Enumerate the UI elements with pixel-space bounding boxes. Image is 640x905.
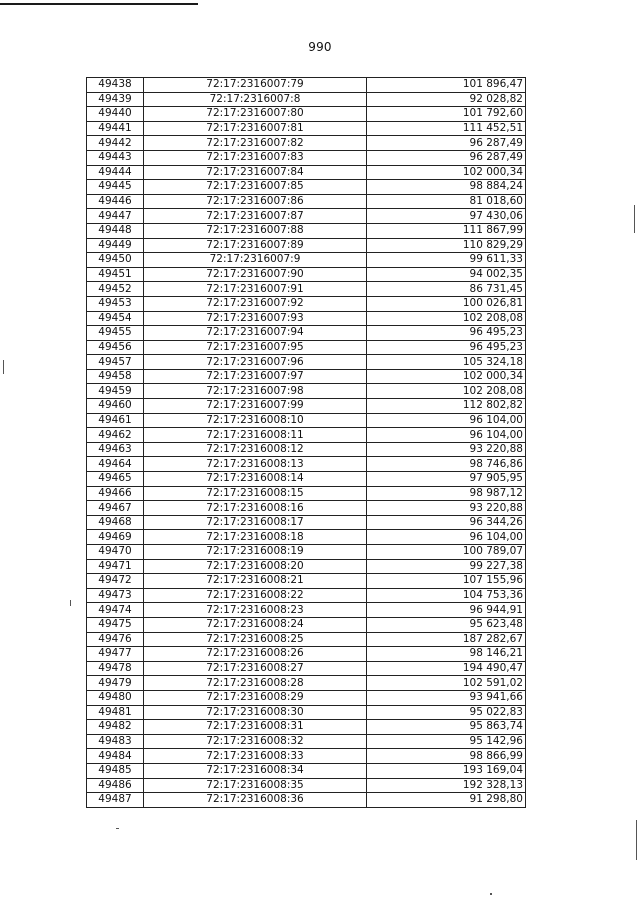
record-number-cell: 49462 <box>87 428 144 443</box>
scan-speck <box>490 893 492 895</box>
cadastral-number-cell: 72:17:2316007:89 <box>144 238 367 253</box>
cadastral-value-cell: 96 104,00 <box>367 530 526 545</box>
record-number-cell: 49464 <box>87 457 144 472</box>
table-row <box>87 311 526 326</box>
cadastral-number-cell: 72:17:2316008:29 <box>144 690 367 705</box>
page-number: 990 <box>308 40 332 54</box>
record-number-cell: 49447 <box>87 209 144 224</box>
record-number-cell: 49455 <box>87 326 144 341</box>
record-number-cell: 49457 <box>87 355 144 370</box>
record-number-cell: 49443 <box>87 150 144 165</box>
cadastral-value-cell: 101 792,60 <box>367 107 526 122</box>
cadastral-number-cell: 72:17:2316007:99 <box>144 399 367 414</box>
table-row <box>87 574 526 589</box>
table-row <box>87 136 526 151</box>
table-row <box>87 559 526 574</box>
table-row <box>87 793 526 808</box>
cadastral-number-cell: 72:17:2316007:79 <box>144 78 367 93</box>
cadastral-value-cell: 100 026,81 <box>367 296 526 311</box>
table-row <box>87 107 526 122</box>
table-row <box>87 209 526 224</box>
table-row <box>87 617 526 632</box>
table-row <box>87 78 526 93</box>
table-row <box>87 486 526 501</box>
table-row <box>87 749 526 764</box>
table-row <box>87 282 526 297</box>
cadastral-number-cell: 72:17:2316007:96 <box>144 355 367 370</box>
table-row <box>87 92 526 107</box>
cadastral-number-cell: 72:17:2316008:13 <box>144 457 367 472</box>
cadastral-value-cell: 95 863,74 <box>367 720 526 735</box>
record-number-cell: 49475 <box>87 617 144 632</box>
cadastral-value-cell: 102 208,08 <box>367 384 526 399</box>
table-row <box>87 720 526 735</box>
cadastral-number-cell: 72:17:2316007:86 <box>144 194 367 209</box>
record-number-cell: 49481 <box>87 705 144 720</box>
record-number-cell: 49439 <box>87 92 144 107</box>
scan-speck <box>3 360 4 374</box>
table-row <box>87 326 526 341</box>
record-number-cell: 49482 <box>87 720 144 735</box>
cadastral-number-cell: 72:17:2316008:33 <box>144 749 367 764</box>
table-row <box>87 355 526 370</box>
table-row <box>87 778 526 793</box>
cadastral-value-cell: 111 452,51 <box>367 121 526 136</box>
cadastral-number-cell: 72:17:2316008:19 <box>144 545 367 560</box>
cadastral-value-cell: 96 495,23 <box>367 340 526 355</box>
table-row <box>87 253 526 268</box>
table-row <box>87 472 526 487</box>
cadastral-value-cell: 98 146,21 <box>367 647 526 662</box>
cadastral-number-cell: 72:17:2316008:16 <box>144 501 367 516</box>
table-row <box>87 515 526 530</box>
cadastral-number-cell: 72:17:2316008:35 <box>144 778 367 793</box>
cadastral-number-cell: 72:17:2316008:30 <box>144 705 367 720</box>
table-row <box>87 763 526 778</box>
cadastral-number-cell: 72:17:2316007:92 <box>144 296 367 311</box>
cadastral-number-cell: 72:17:2316007:91 <box>144 282 367 297</box>
cadastral-number-cell: 72:17:2316008:17 <box>144 515 367 530</box>
cadastral-value-cell: 187 282,67 <box>367 632 526 647</box>
record-number-cell: 49445 <box>87 180 144 195</box>
cadastral-value-cell: 96 944,91 <box>367 603 526 618</box>
cadastral-number-cell: 72:17:2316008:32 <box>144 734 367 749</box>
table-row <box>87 545 526 560</box>
record-number-cell: 49441 <box>87 121 144 136</box>
table-row <box>87 676 526 691</box>
record-number-cell: 49461 <box>87 413 144 428</box>
record-number-cell: 49438 <box>87 78 144 93</box>
cadastral-number-cell: 72:17:2316008:10 <box>144 413 367 428</box>
table-row <box>87 428 526 443</box>
cadastral-number-cell: 72:17:2316008:28 <box>144 676 367 691</box>
cadastral-number-cell: 72:17:2316008:18 <box>144 530 367 545</box>
cadastral-number-cell: 72:17:2316007:94 <box>144 326 367 341</box>
record-number-cell: 49484 <box>87 749 144 764</box>
cadastral-number-cell: 72:17:2316007:82 <box>144 136 367 151</box>
cadastral-number-cell: 72:17:2316008:14 <box>144 472 367 487</box>
cadastral-value-cell: 95 142,96 <box>367 734 526 749</box>
cadastral-value-cell: 93 220,88 <box>367 442 526 457</box>
record-number-cell: 49448 <box>87 223 144 238</box>
table-row <box>87 267 526 282</box>
scan-speck <box>70 600 71 606</box>
cadastral-value-cell: 95 022,83 <box>367 705 526 720</box>
record-number-cell: 49480 <box>87 690 144 705</box>
record-number-cell: 49468 <box>87 515 144 530</box>
cadastral-value-cell: 81 018,60 <box>367 194 526 209</box>
cadastral-number-cell: 72:17:2316007:95 <box>144 340 367 355</box>
table-row <box>87 705 526 720</box>
cadastral-number-cell: 72:17:2316008:24 <box>144 617 367 632</box>
cadastral-value-cell: 102 208,08 <box>367 311 526 326</box>
table-row <box>87 384 526 399</box>
table-row <box>87 632 526 647</box>
cadastral-number-cell: 72:17:2316007:83 <box>144 150 367 165</box>
record-number-cell: 49486 <box>87 778 144 793</box>
record-number-cell: 49460 <box>87 399 144 414</box>
record-number-cell: 49449 <box>87 238 144 253</box>
header-rule <box>0 3 198 5</box>
table-row <box>87 223 526 238</box>
cadastral-value-cell: 86 731,45 <box>367 282 526 297</box>
cadastral-number-cell: 72:17:2316008:22 <box>144 588 367 603</box>
record-number-cell: 49485 <box>87 763 144 778</box>
table-row <box>87 180 526 195</box>
record-number-cell: 49487 <box>87 793 144 808</box>
cadastral-value-cell: 95 623,48 <box>367 617 526 632</box>
cadastral-number-cell: 72:17:2316008:25 <box>144 632 367 647</box>
cadastral-value-cell: 192 328,13 <box>367 778 526 793</box>
table-row <box>87 530 526 545</box>
cadastral-value-cell: 97 430,06 <box>367 209 526 224</box>
cadastral-value-table <box>86 77 526 808</box>
record-number-cell: 49458 <box>87 369 144 384</box>
cadastral-value-cell: 94 002,35 <box>367 267 526 282</box>
cadastral-value-cell: 98 987,12 <box>367 486 526 501</box>
cadastral-value-cell: 193 169,04 <box>367 763 526 778</box>
record-number-cell: 49466 <box>87 486 144 501</box>
cadastral-number-cell: 72:17:2316007:88 <box>144 223 367 238</box>
cadastral-number-cell: 72:17:2316008:20 <box>144 559 367 574</box>
table-row <box>87 194 526 209</box>
cadastral-number-cell: 72:17:2316007:85 <box>144 180 367 195</box>
cadastral-value-cell: 112 802,82 <box>367 399 526 414</box>
cadastral-number-cell: 72:17:2316008:23 <box>144 603 367 618</box>
record-number-cell: 49478 <box>87 661 144 676</box>
record-number-cell: 49465 <box>87 472 144 487</box>
cadastral-value-cell: 96 495,23 <box>367 326 526 341</box>
cadastral-number-cell: 72:17:2316008:11 <box>144 428 367 443</box>
scan-speck <box>634 205 635 233</box>
table-row <box>87 457 526 472</box>
cadastral-number-cell: 72:17:2316007:97 <box>144 369 367 384</box>
cadastral-number-cell: 72:17:2316007:9 <box>144 253 367 268</box>
table-row <box>87 661 526 676</box>
cadastral-value-cell: 105 324,18 <box>367 355 526 370</box>
cadastral-number-cell: 72:17:2316007:84 <box>144 165 367 180</box>
record-number-cell: 49476 <box>87 632 144 647</box>
table-row <box>87 734 526 749</box>
record-number-cell: 49467 <box>87 501 144 516</box>
table-row <box>87 340 526 355</box>
record-number-cell: 49469 <box>87 530 144 545</box>
table-row <box>87 296 526 311</box>
record-number-cell: 49442 <box>87 136 144 151</box>
record-number-cell: 49444 <box>87 165 144 180</box>
record-number-cell: 49456 <box>87 340 144 355</box>
cadastral-value-cell: 102 591,02 <box>367 676 526 691</box>
record-number-cell: 49472 <box>87 574 144 589</box>
record-number-cell: 49450 <box>87 253 144 268</box>
table-row <box>87 413 526 428</box>
cadastral-value-cell: 98 866,99 <box>367 749 526 764</box>
record-number-cell: 49474 <box>87 603 144 618</box>
record-number-cell: 49479 <box>87 676 144 691</box>
cadastral-number-cell: 72:17:2316007:81 <box>144 121 367 136</box>
record-number-cell: 49440 <box>87 107 144 122</box>
cadastral-number-cell: 72:17:2316007:80 <box>144 107 367 122</box>
cadastral-value-cell: 102 000,34 <box>367 369 526 384</box>
table-row <box>87 165 526 180</box>
record-number-cell: 49452 <box>87 282 144 297</box>
record-number-cell: 49470 <box>87 545 144 560</box>
cadastral-number-cell: 72:17:2316008:26 <box>144 647 367 662</box>
cadastral-value-cell: 97 905,95 <box>367 472 526 487</box>
record-number-cell: 49446 <box>87 194 144 209</box>
cadastral-value-cell: 100 789,07 <box>367 545 526 560</box>
table-row <box>87 690 526 705</box>
cadastral-value-cell: 96 344,26 <box>367 515 526 530</box>
cadastral-number-cell: 72:17:2316007:98 <box>144 384 367 399</box>
cadastral-number-cell: 72:17:2316007:8 <box>144 92 367 107</box>
cadastral-value-cell: 96 104,00 <box>367 428 526 443</box>
record-number-cell: 49459 <box>87 384 144 399</box>
table-row <box>87 121 526 136</box>
cadastral-number-cell: 72:17:2316008:36 <box>144 793 367 808</box>
record-number-cell: 49463 <box>87 442 144 457</box>
record-number-cell: 49471 <box>87 559 144 574</box>
table-row <box>87 238 526 253</box>
scan-speck <box>116 828 119 829</box>
table-row <box>87 442 526 457</box>
table-row <box>87 369 526 384</box>
cadastral-value-cell: 104 753,36 <box>367 588 526 603</box>
cadastral-number-cell: 72:17:2316008:21 <box>144 574 367 589</box>
cadastral-value-cell: 107 155,96 <box>367 574 526 589</box>
cadastral-value-cell: 102 000,34 <box>367 165 526 180</box>
record-number-cell: 49477 <box>87 647 144 662</box>
cadastral-number-cell: 72:17:2316008:31 <box>144 720 367 735</box>
table-row <box>87 603 526 618</box>
cadastral-value-cell: 110 829,29 <box>367 238 526 253</box>
record-number-cell: 49451 <box>87 267 144 282</box>
table-row <box>87 399 526 414</box>
cadastral-number-cell: 72:17:2316007:87 <box>144 209 367 224</box>
table-row <box>87 588 526 603</box>
cadastral-number-cell: 72:17:2316008:12 <box>144 442 367 457</box>
cadastral-value-cell: 98 884,24 <box>367 180 526 195</box>
table-row <box>87 647 526 662</box>
record-number-cell: 49453 <box>87 296 144 311</box>
cadastral-number-cell: 72:17:2316007:90 <box>144 267 367 282</box>
cadastral-value-cell: 93 220,88 <box>367 501 526 516</box>
table-row <box>87 501 526 516</box>
cadastral-value-cell: 99 227,38 <box>367 559 526 574</box>
record-number-cell: 49483 <box>87 734 144 749</box>
cadastral-number-cell: 72:17:2316007:93 <box>144 311 367 326</box>
record-number-cell: 49454 <box>87 311 144 326</box>
record-number-cell: 49473 <box>87 588 144 603</box>
scan-speck <box>636 820 637 860</box>
cadastral-value-cell: 111 867,99 <box>367 223 526 238</box>
cadastral-value-cell: 96 104,00 <box>367 413 526 428</box>
cadastral-value-cell: 96 287,49 <box>367 136 526 151</box>
cadastral-value-cell: 194 490,47 <box>367 661 526 676</box>
cadastral-value-cell: 96 287,49 <box>367 150 526 165</box>
table-row <box>87 150 526 165</box>
cadastral-number-cell: 72:17:2316008:34 <box>144 763 367 778</box>
table-body <box>87 78 526 808</box>
cadastral-value-cell: 98 746,86 <box>367 457 526 472</box>
cadastral-value-cell: 101 896,47 <box>367 78 526 93</box>
cadastral-number-cell: 72:17:2316008:27 <box>144 661 367 676</box>
cadastral-value-cell: 91 298,80 <box>367 793 526 808</box>
cadastral-value-cell: 99 611,33 <box>367 253 526 268</box>
cadastral-value-cell: 93 941,66 <box>367 690 526 705</box>
cadastral-value-cell: 92 028,82 <box>367 92 526 107</box>
cadastral-number-cell: 72:17:2316008:15 <box>144 486 367 501</box>
